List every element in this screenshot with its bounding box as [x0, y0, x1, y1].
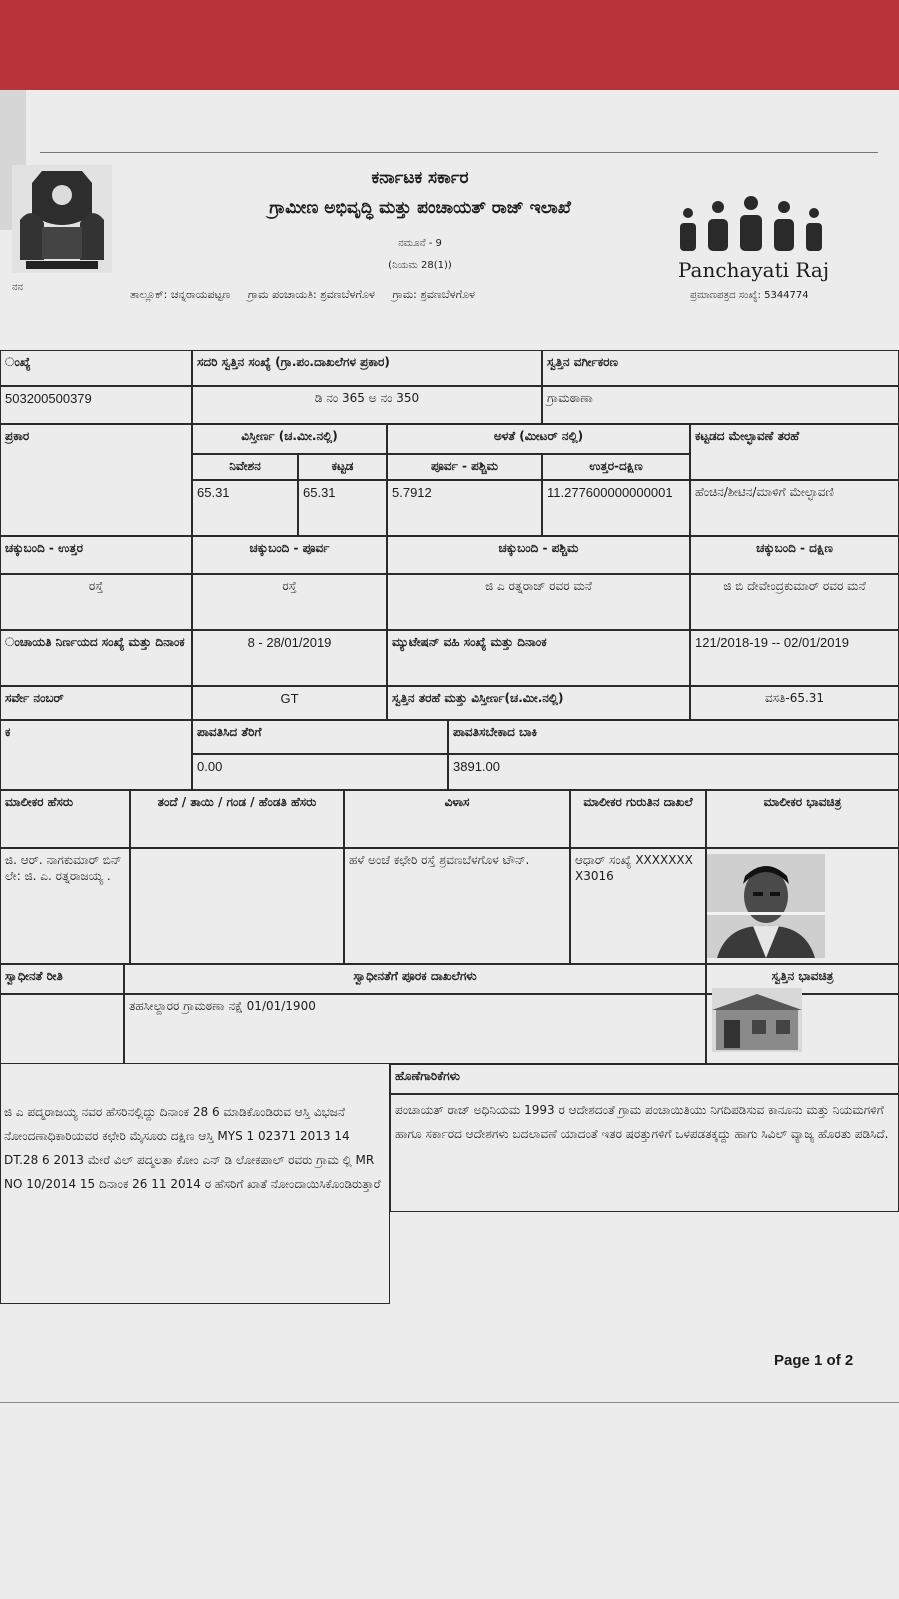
tax-due-label: ಪಾವತಿಸಬೇಕಾದ ಬಾಕಿ — [448, 720, 899, 754]
property-class-label: ಸ್ವತ್ತಿನ ವರ್ಗೀಕರಣ — [542, 350, 899, 386]
relative-name — [130, 848, 344, 964]
responsibilities-text: ಪಂಚಾಯತ್ ರಾಜ್ ಅಧಿನಿಯಮ 1993 ರ ಆದೇಶದಂತೆ ಗ್ರಾಮ ಪಂಚಾಯಿತಿಯು ನಿಗದಿಪಡಿಸುವ ಕಾನೂನು ಮತ್ತು ನಿಯಮಗಳಿಗೆ ಹಾಗೂ ಸರ್ಕಾರದ ಆದೇಶಗಳು ಬದಲಾವಣೆ ಯಾದಂತೆ ಇತರ ಷರತ್ತುಗಳಿಗೆ ಒಳಪಡತಕ್ಕದ್ದು ಹಾಗು ಸಿವಿಲ್ ವ್ಯಾಜ್ಯ ಹೊರತು ಪಡಿಸಿದೆ. — [390, 1094, 899, 1212]
owner-id-document: ಆಧಾರ್ ಸಂಖ್ಯೆ XXXXXXXX3016 — [570, 848, 706, 964]
north-south-label: ಉತ್ತರ-ದಕ್ಷಿಣ — [542, 454, 690, 480]
mutation-label: ಮ್ಯುಟೇಷನ್ ವಹಿ ಸಂಖ್ಯೆ ಮತ್ತು ದಿನಾಂಕ — [387, 630, 690, 686]
karnataka-emblem-icon — [12, 165, 112, 273]
emblem-caption: ನನ — [12, 282, 24, 293]
bottom-rule — [0, 1402, 899, 1403]
owner-photo — [707, 854, 825, 958]
tax-left-label: ಕ — [0, 720, 192, 790]
property-number-value: ಡಿ ನಂ 365 ಅ ನಂ 350 — [192, 386, 542, 424]
tax-due: 3891.00 — [448, 754, 899, 790]
page-number: Page 1 of 2 — [774, 1352, 854, 1369]
north-boundary: ರಸ್ತೆ — [0, 574, 192, 630]
site-label: ನಿವೇಶನ — [192, 454, 298, 480]
remarks-text: ಜಿ ಎ ಪದ್ಮರಾಜಯ್ಯ ನವರ ಹೆಸರಿನಲ್ಲಿದ್ದು ದಿನಾಂಕ 28 6 ಮಾಡಿಕೊಂಡಿರುವ ಆಸ್ತಿ ವಿಭಜನೆ ನೋಂದಣಾಧಿಕಾರಿಯವರ ಕಛೇರಿ ಮೈಸೂರು ದಕ್ಷಿಣ ಆಸ್ತಿ MYS 1 02371 2013 14 DT.28 6 2013 ಮೇರೆ ವಿಲ್ ಪದ್ಮಲತಾ ಕೋಂ ಎನ್ ಡಿ ಲೋಕಪಾಲ್ ರವರು ಗ್ರಾಮ ಲ್ಲಿ MR NO 10/2014 15 ದಿನಾಂಕ 26 11 2014 ರ ಹೆಸರಿಗೆ ಖಾತೆ ನೋಂದಾಯಿಸಿಕೊಂಡಿರುತ್ತಾರೆ — [4, 1105, 381, 1191]
site-area: 65.31 — [192, 480, 298, 536]
owner-name-label: ಮಾಲೀಕರ ಹೆಸರು — [0, 790, 130, 848]
document-page — [0, 90, 899, 1599]
roof-type-value: ಹೆಂಚಿನ/ಶೀಟಿನ/ಮಾಳಿಗೆ ಮೇಲ್ಛಾವಣಿ — [690, 480, 899, 536]
property-photo — [712, 988, 802, 1052]
rule-number: (ನಿಯಮ 28(1)) — [388, 260, 452, 271]
north-south-value: 11.277600000000001 — [542, 480, 690, 536]
east-boundary: ರಸ್ತೆ — [192, 574, 387, 630]
owner-name: ಜಿ. ಆರ್. ನಾಗಕುಮಾರ್ ಬಿನ್ ಲೇ: ಜಿ. ಎ. ರತ್ನರಾಜಯ್ಯ . — [0, 848, 130, 964]
panchayati-raj-logo-icon — [676, 195, 826, 257]
east-boundary-label: ಚಕ್ಕುಬಂದಿ - ಪೂರ್ವ — [192, 536, 387, 574]
area-label: ವಿಸ್ತೀರ್ಣ (ಚ.ಮೀ.ನಲ್ಲಿ) — [192, 424, 387, 454]
east-west-label: ಪೂರ್ವ - ಪಶ್ಚಿಮ — [387, 454, 542, 480]
mutation-value: 121/2018-19 -- 02/01/2019 — [690, 630, 899, 686]
roof-type-label: ಕಟ್ಟಡದ ಮೇಲ್ಛಾವಣೆ ತರಹೆ — [690, 424, 899, 480]
decision-value: 8 - 28/01/2019 — [192, 630, 387, 686]
south-boundary-label: ಚಕ್ಕುಬಂದಿ - ದಕ್ಷಿಣ — [690, 536, 899, 574]
property-type-label: ಪ್ರಕಾರ — [0, 424, 192, 536]
property-photo-label: ಸ್ವತ್ತಿನ ಭಾವಚಿತ್ರ — [706, 964, 899, 994]
dimensions-label: ಅಳತೆ (ಮೀಟರ್ ನಲ್ಲಿ) — [387, 424, 690, 454]
building-label: ಕಟ್ಟಡ — [298, 454, 387, 480]
decision-label: ಂಚಾಯತಿ ನಿರ್ಣಯದ ಸಂಖ್ಯೆ ಮತ್ತು ದಿನಾಂಕ — [0, 630, 192, 686]
taluk: ತಾಲ್ಲೂಕ್: ಚನ್ನರಾಯಪಟ್ಟಣ — [130, 288, 231, 301]
property-id-value: 503200500379 — [0, 386, 192, 424]
tax-paid-label: ಪಾವತಿಸಿದ ತೆರಿಗೆ — [192, 720, 448, 754]
village: ಗ್ರಾಮ: ಶ್ರವಣಬೆಳಗೊಳ — [392, 288, 476, 301]
owner-address: ಹಳೆ ಅಂಚೆ ಕಛೇರಿ ರಸ್ತೆ ಶ್ರವಣಬೆಳಗೊಳ ಟೌನ್. — [344, 848, 570, 964]
owner-photo-label: ಮಾಲೀಕರ ಭಾವಚಿತ್ರ — [706, 790, 899, 848]
location-line — [130, 288, 489, 302]
building-area: 65.31 — [298, 480, 387, 536]
east-west-value: 5.7912 — [387, 480, 542, 536]
top-rule — [40, 152, 878, 153]
ownership-docs-label: ಸ್ವಾಧೀನತೆಗೆ ಪೂರಕ ದಾಖಲೆಗಳು — [124, 964, 706, 994]
address-label: ವಿಳಾಸ — [344, 790, 570, 848]
west-boundary: ಜಿ ಎ ರತ್ನರಾಜ್ ರವರ ಮನೆ — [387, 574, 690, 630]
survey-label: ಸರ್ವೇ ನಂಬರ್ — [0, 686, 192, 720]
owner-id-label: ಮಾಲೀಕರ ಗುರುತಿನ ದಾಖಲೆ — [570, 790, 706, 848]
certificate-number: ಪ್ರಮಾಣಪತ್ರದ ಸಂಖ್ಯೆ: 5344774 — [690, 290, 809, 301]
property-type-area-value: ವಸತಿ-65.31 — [690, 686, 899, 720]
gram-panchayat: ಗ್ರಾಮ ಪಂಚಾಯತಿ: ಶ್ರವಣಬೆಳಗೊಳ — [247, 288, 375, 301]
department-title: ಗ್ರಾಮೀಣ ಅಭಿವೃದ್ಧಿ ಮತ್ತು ಪಂಚಾಯತ್ ರಾಜ್ ಇಲಾಖೆ — [269, 198, 571, 218]
south-boundary: ಜಿ ಬಿ ದೇವೇಂದ್ರಕುಮಾರ್ ರವರ ಮನೆ — [690, 574, 899, 630]
west-boundary-label: ಚಕ್ಕುಬಂದಿ - ಪಶ್ಚಿಮ — [387, 536, 690, 574]
property-class-value: ಗ್ರಾಮಠಾಣಾ — [542, 386, 899, 424]
responsibilities-label: ಹೊಣೆಗಾರಿಕೆಗಳು — [390, 1064, 899, 1094]
property-type-area-label: ಸ್ವತ್ತಿನ ತರಹೆ ಮತ್ತು ವಿಸ್ತೀರ್ಣ(ಚ.ಮೀ.ನಲ್ಲಿ) — [387, 686, 690, 720]
ownership-docs-value: ತಹಸೀಲ್ದಾರರ ಗ್ರಾಮಠಣಾ ನಕ್ಷೆ 01/01/1900 — [124, 994, 706, 1064]
relative-name-label: ತಂದೆ / ತಾಯಿ / ಗಂಡ / ಹೆಂಡತಿ ಹೆಸರು — [130, 790, 344, 848]
north-boundary-label: ಚಕ್ಕುಬಂದಿ - ಉತ್ತರ — [0, 536, 192, 574]
property-number-label: ಸದರಿ ಸ್ವತ್ತಿನ ಸಂಖ್ಯೆ (ಗ್ರಾ.ಪಂ.ದಾಖಲೆಗಳ ಪ್ರಕಾರ) — [192, 350, 542, 386]
property-id-label: ಂಖ್ಯೆ — [0, 350, 192, 386]
form-number: ನಮೂನೆ - 9 — [398, 238, 442, 249]
govt-title: ಕರ್ನಾಟಕ ಸರ್ಕಾರ — [371, 168, 469, 188]
ownership-type-value — [0, 994, 124, 1064]
ownership-type-label: ಸ್ವಾಧೀನತೆ ರೀತಿ — [0, 964, 124, 994]
logo-text: Panchayati Raj — [678, 258, 830, 282]
survey-value: GT — [192, 686, 387, 720]
tax-paid: 0.00 — [192, 754, 448, 790]
